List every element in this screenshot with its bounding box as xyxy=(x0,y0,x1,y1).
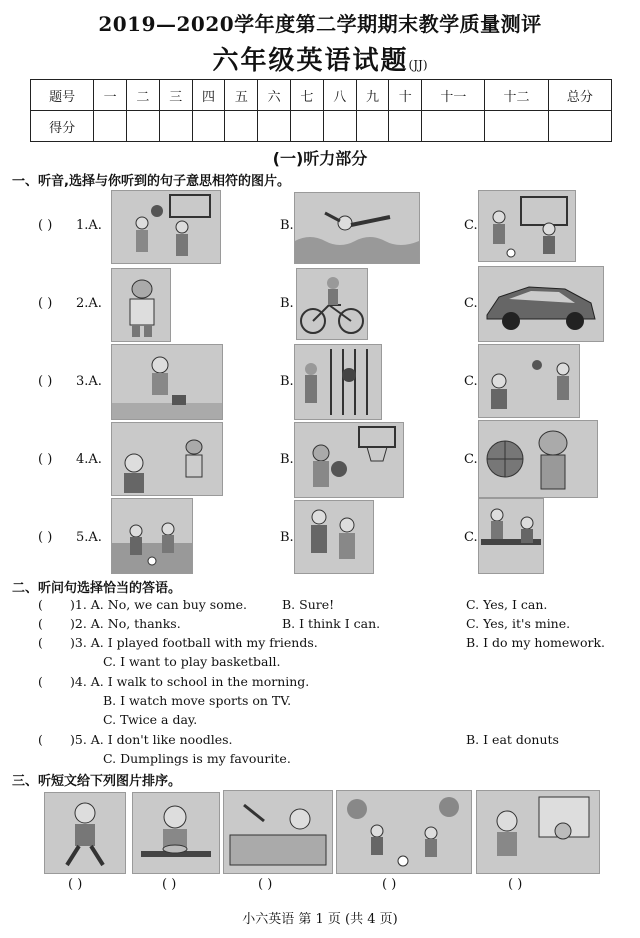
q4-option-b: B. I watch move sports on TV. xyxy=(103,693,292,708)
row-number: 4.A. xyxy=(76,452,102,467)
score-input-cell[interactable] xyxy=(356,111,389,142)
picture-3c-catch-ball[interactable] xyxy=(478,344,580,418)
q5-option-a: )5. A. I don't like noodles. xyxy=(70,732,233,747)
q5-paren[interactable]: ( xyxy=(38,732,43,747)
score-input-cell[interactable] xyxy=(94,111,127,142)
score-input-cell[interactable] xyxy=(548,111,611,142)
picture-4c-dinosaur-ball[interactable] xyxy=(478,420,598,498)
picture-1a-basketball[interactable] xyxy=(111,190,221,264)
option-c-label: C. xyxy=(464,218,478,233)
option-c-label: C. xyxy=(464,296,478,311)
q2-option-a: )2. A. No, thanks. xyxy=(70,616,181,631)
main-title-text: 六年级英语试题 xyxy=(212,46,409,76)
sequence-picture-eating[interactable] xyxy=(132,792,220,874)
page-footer: 小六英语 第 1 页 (共 4 页) xyxy=(242,912,398,927)
edition-mark: (JJ) xyxy=(408,58,428,72)
score-cell: 四 xyxy=(192,80,225,111)
score-cell: 十 xyxy=(389,80,422,111)
part3-heading: 三、听短文给下列图片排序。 xyxy=(12,774,182,789)
score-cell: 十一 xyxy=(422,80,485,111)
q4-option-a: )4. A. I walk to school in the morning. xyxy=(70,674,310,689)
sequence-picture-washing[interactable] xyxy=(476,790,600,874)
q5-option-c: C. Dumplings is my favourite. xyxy=(103,751,291,766)
option-b-label: B. xyxy=(280,374,294,389)
q3-option-c: C. I want to play basketball. xyxy=(103,654,281,669)
q1-option-b: B. Sure! xyxy=(282,597,335,612)
option-c-label: C. xyxy=(464,374,478,389)
sequence-picture-playing-football[interactable] xyxy=(336,790,472,874)
score-cell: 题号 xyxy=(31,80,94,111)
q1-option-c: C. Yes, I can. xyxy=(466,597,548,612)
picture-3a-sand-play[interactable] xyxy=(111,344,223,420)
q3-option-a: )3. A. I played football with my friends. xyxy=(70,635,318,650)
q2-option-c: C. Yes, it's mine. xyxy=(466,616,571,631)
score-cell: 六 xyxy=(258,80,291,111)
q4-option-c: C. Twice a day. xyxy=(103,712,198,727)
score-cell: 三 xyxy=(159,80,192,111)
answer-blank[interactable]: ( ) xyxy=(38,452,53,467)
picture-2b-bicycle[interactable] xyxy=(296,268,368,340)
picture-2c-car[interactable] xyxy=(478,266,604,342)
picture-4a-greeting[interactable] xyxy=(111,422,223,496)
score-cell: 九 xyxy=(356,80,389,111)
picture-5b-wrestling[interactable] xyxy=(294,500,374,574)
row-number: 5.A. xyxy=(76,530,102,545)
sequence-blank[interactable]: ( ) xyxy=(508,877,523,892)
row-number: 1.A. xyxy=(76,218,102,233)
sequence-picture-running[interactable] xyxy=(44,792,126,874)
score-cell: 七 xyxy=(291,80,324,111)
part2-heading: 二、听问句选择恰当的答语。 xyxy=(12,581,182,596)
score-input-cell[interactable] xyxy=(422,111,485,142)
answer-blank[interactable]: ( ) xyxy=(38,374,53,389)
answer-blank[interactable]: ( ) xyxy=(38,530,53,545)
picture-3b-zoo[interactable] xyxy=(294,344,382,420)
score-cell: 一 xyxy=(94,80,127,111)
score-cell: 总分 xyxy=(548,80,611,111)
exam-main-title xyxy=(0,40,640,77)
picture-5c-ping-pong[interactable] xyxy=(478,498,544,574)
score-input-cell[interactable] xyxy=(291,111,324,142)
score-input-cell[interactable] xyxy=(485,111,548,142)
picture-4b-basketball-hoop[interactable] xyxy=(294,422,404,498)
picture-2a-kangaroo[interactable] xyxy=(111,268,171,342)
row-number: 2.A. xyxy=(76,296,102,311)
picture-1c-football[interactable] xyxy=(478,190,576,262)
score-input-cell[interactable] xyxy=(159,111,192,142)
q3-paren[interactable]: ( xyxy=(38,635,43,650)
option-b-label: B. xyxy=(280,452,294,467)
option-c-label: C. xyxy=(464,452,478,467)
answer-blank[interactable]: ( ) xyxy=(38,218,53,233)
score-cell: 五 xyxy=(225,80,258,111)
score-input-cell[interactable] xyxy=(225,111,258,142)
q1-option-a: )1. A. No, we can buy some. xyxy=(70,597,247,612)
row-number: 3.A. xyxy=(76,374,102,389)
part1-heading: 一、听音,选择与你听到的句子意思相符的图片。 xyxy=(12,174,290,189)
score-cell: 八 xyxy=(323,80,356,111)
option-c-label: C. xyxy=(464,530,478,545)
score-input-cell[interactable] xyxy=(258,111,291,142)
picture-1b-swimming[interactable] xyxy=(294,192,420,264)
sequence-blank[interactable]: ( ) xyxy=(258,877,273,892)
sequence-picture-waking-up[interactable] xyxy=(223,790,333,874)
score-input-cell[interactable] xyxy=(389,111,422,142)
sequence-blank[interactable]: ( ) xyxy=(68,877,83,892)
option-b-label: B. xyxy=(280,218,294,233)
score-input-cell[interactable] xyxy=(192,111,225,142)
sequence-blank[interactable]: ( ) xyxy=(382,877,397,892)
score-table-header-row xyxy=(31,80,612,111)
q1-paren[interactable]: ( xyxy=(38,597,43,612)
score-table-score-row xyxy=(31,111,612,142)
score-cell: 二 xyxy=(127,80,160,111)
section-title: (一)听力部分 xyxy=(272,149,368,168)
score-row-label: 得分 xyxy=(31,111,94,142)
sequence-blank[interactable]: ( ) xyxy=(162,877,177,892)
answer-blank[interactable]: ( ) xyxy=(38,296,53,311)
score-input-cell[interactable] xyxy=(323,111,356,142)
option-b-label: B. xyxy=(280,530,294,545)
option-b-label: B. xyxy=(280,296,294,311)
exam-top-title: 2019—2020学年度第二学期期末教学质量测评 xyxy=(98,12,542,36)
picture-5a-soccer-field[interactable] xyxy=(111,498,193,574)
q4-paren[interactable]: ( xyxy=(38,674,43,689)
q2-option-b: B. I think I can. xyxy=(282,616,381,631)
score-table xyxy=(30,79,612,142)
q2-paren[interactable]: ( xyxy=(38,616,43,631)
score-cell: 十二 xyxy=(485,80,548,111)
q5-option-b: B. I eat donuts xyxy=(466,732,559,747)
q3-option-b: B. I do my homework. xyxy=(466,635,606,650)
score-input-cell[interactable] xyxy=(127,111,160,142)
